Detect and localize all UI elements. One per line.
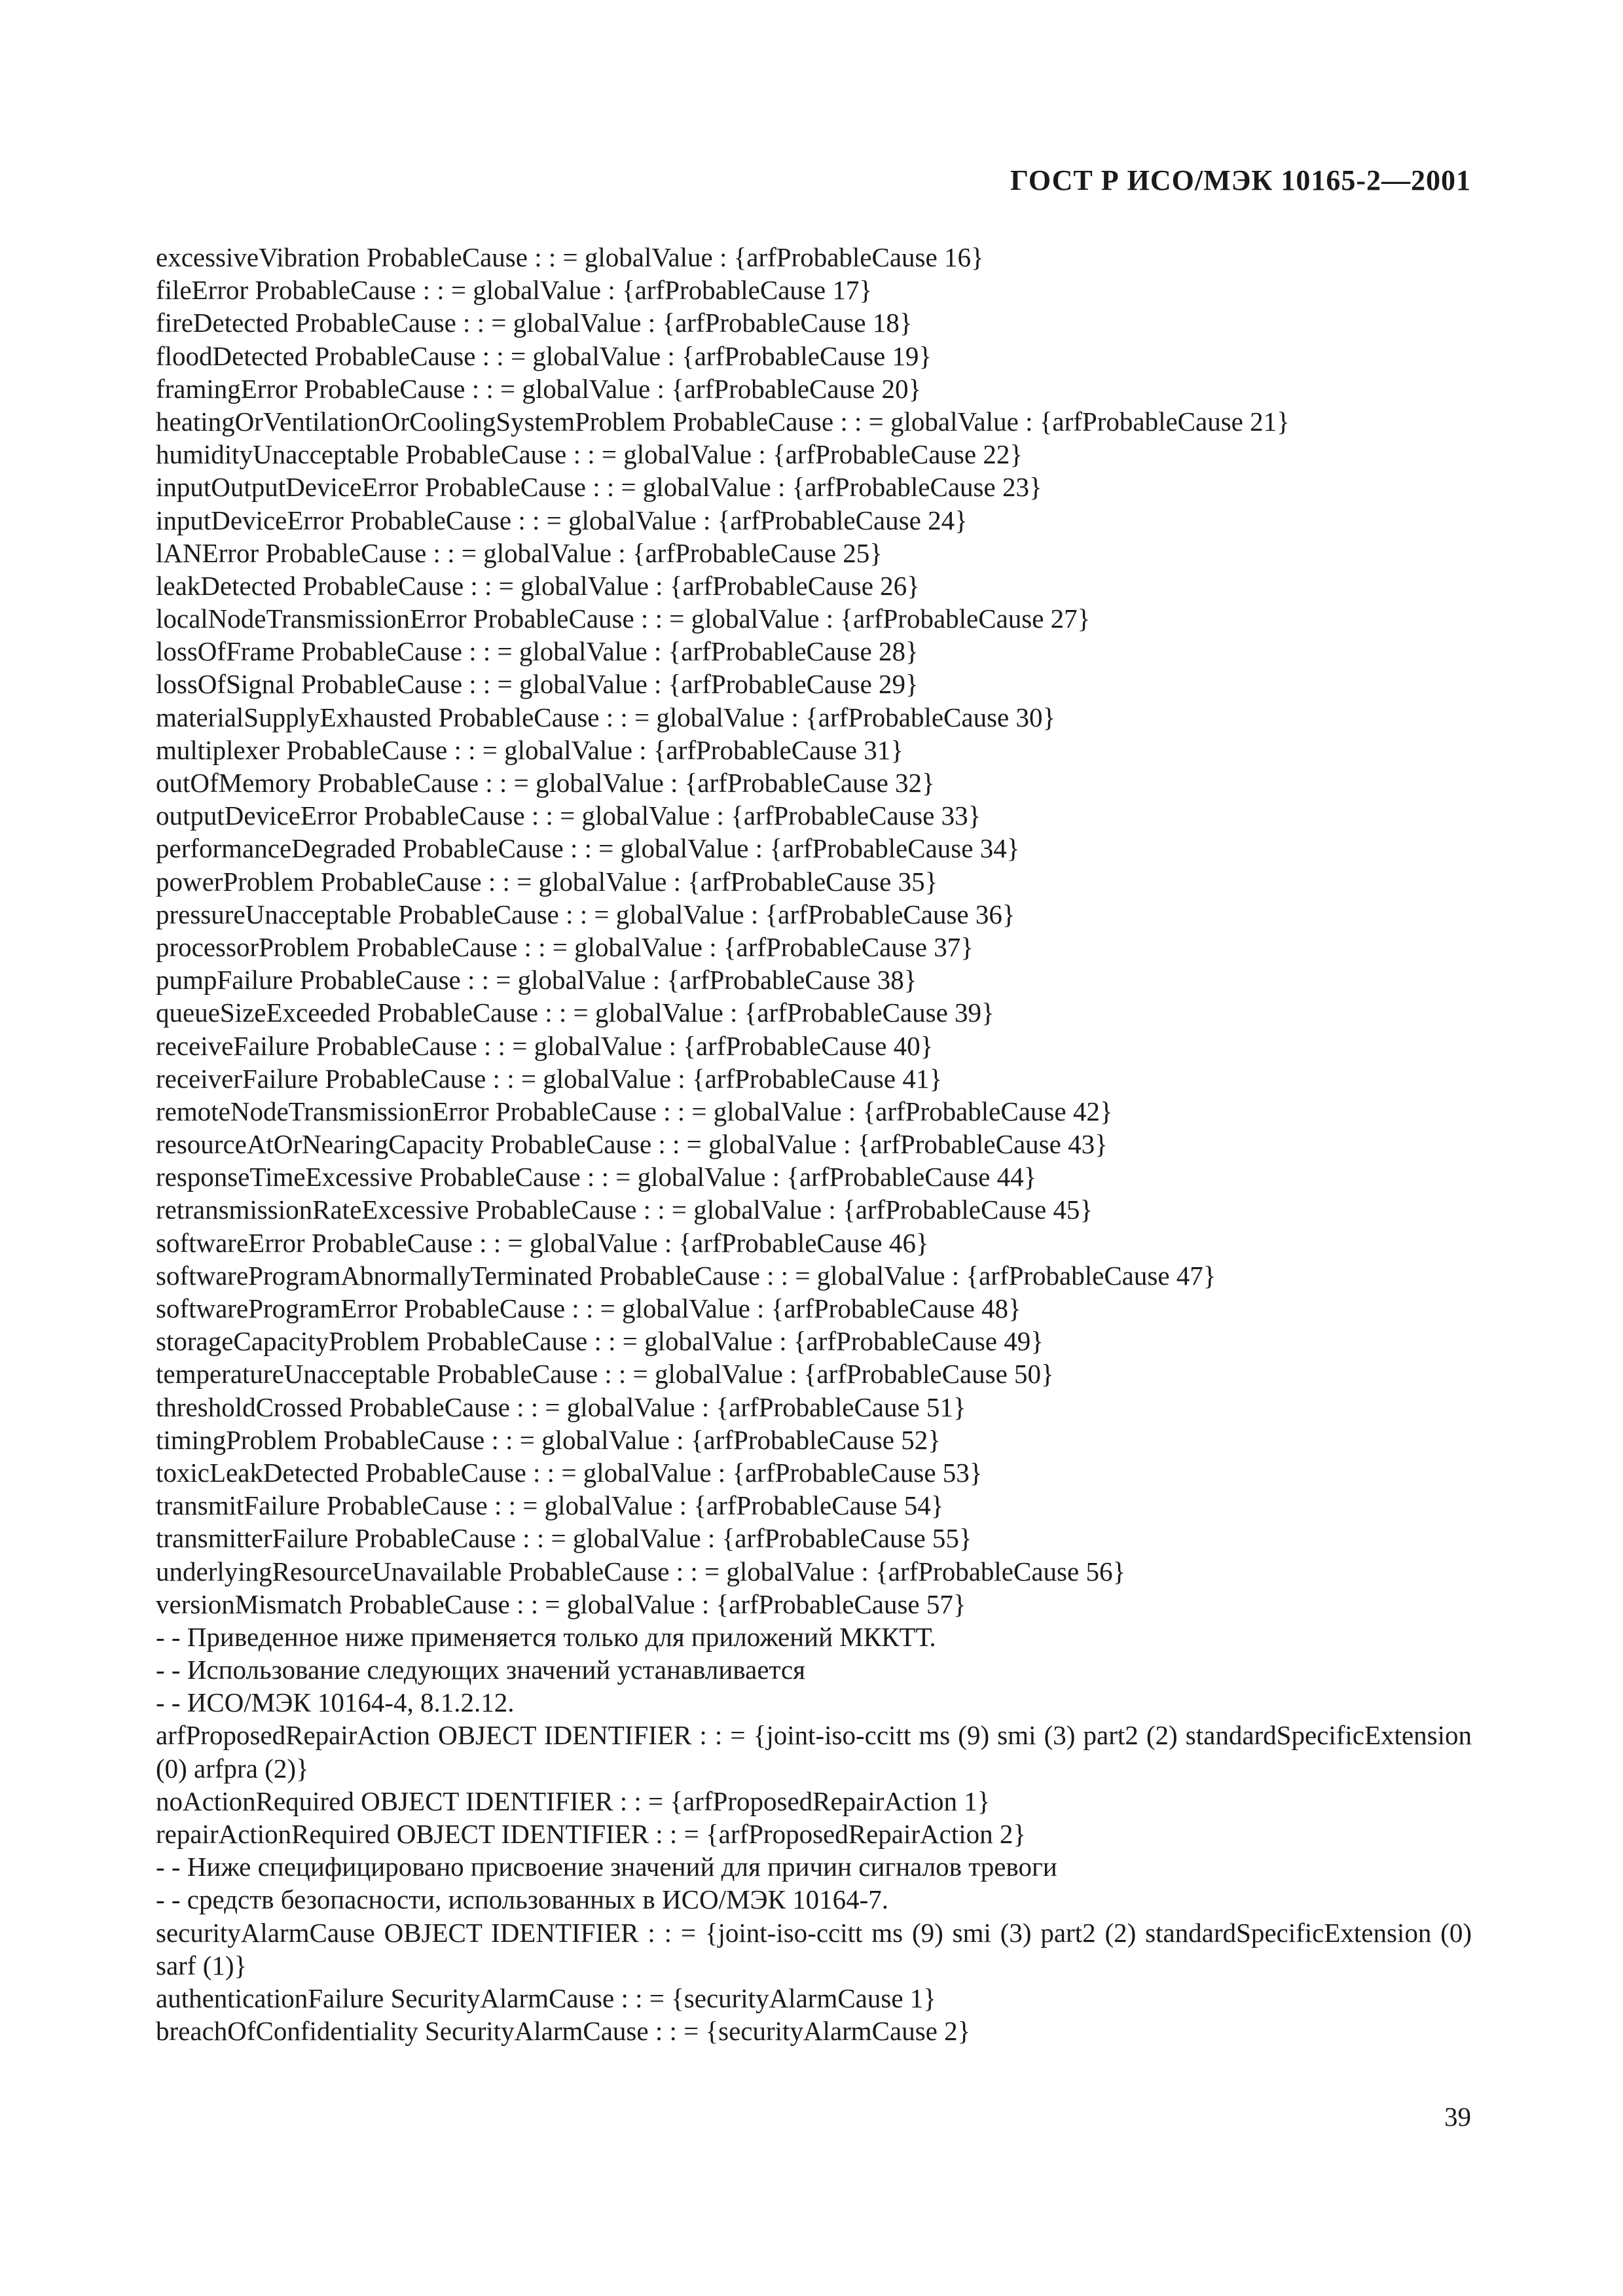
text-line: softwareProgramAbnormallyTerminated ProbableCause : : = globalValue : {arfProbableCause 47} (156, 1260, 1216, 1291)
text-line: - - Использование следующих значений устанавливается (156, 1655, 805, 1685)
text-line: excessiveVibration ProbableCause : : = globalValue : {arfProbableCause 16} (156, 242, 984, 272)
page-number: 39 (1444, 2102, 1471, 2132)
text-line: retransmissionRateExcessive ProbableCause : : = globalValue : {arfProbableCause 45} (156, 1194, 1093, 1225)
text-line: inputDeviceError ProbableCause : : = globalValue : {arfProbableCause 24} (156, 505, 968, 535)
text-line: securityAlarmCause OBJECT IDENTIFIER : : = {joint-iso-ccitt ms (9) smi (3) part2 (2) standardSpecificExtension (0) sarf (1)} (156, 1917, 1472, 1981)
text-line: lossOfSignal ProbableCause : : = globalValue : {arfProbableCause 29} (156, 669, 919, 700)
text-line: storageCapacityProblem ProbableCause : : = globalValue : {arfProbableCause 49} (156, 1326, 1044, 1357)
text-line: powerProblem ProbableCause : : = globalValue : {arfProbableCause 35} (156, 866, 938, 897)
text-line: lANError ProbableCause : : = globalValue : {arfProbableCause 25} (156, 537, 883, 568)
text-line: receiverFailure ProbableCause : : = globalValue : {arfProbableCause 41} (156, 1063, 942, 1094)
document-body (156, 241, 1472, 2047)
text-line: timingProblem ProbableCause : : = globalValue : {arfProbableCause 52} (156, 1424, 941, 1455)
text-line: inputOutputDeviceError ProbableCause : : = globalValue : {arfProbableCause 23} (156, 472, 1042, 503)
text-line: responseTimeExcessive ProbableCause : : = globalValue : {arfProbableCause 44} (156, 1162, 1037, 1193)
text-line: toxicLeakDetected ProbableCause : : = globalValue : {arfProbableCause 53} (156, 1457, 983, 1488)
text-line: versionMismatch ProbableCause : : = globalValue : {arfProbableCause 57} (156, 1588, 966, 1619)
text-line: processorProblem ProbableCause : : = globalValue : {arfProbableCause 37} (156, 931, 974, 962)
text-line: fireDetected ProbableCause : : = globalValue : {arfProbableCause 18} (156, 308, 913, 338)
text-line: - - Ниже специфицировано присвоение значений для причин сигналов тревоги (156, 1852, 1057, 1882)
text-line: floodDetected ProbableCause : : = globalValue : {arfProbableCause 19} (156, 340, 932, 371)
text-line: fileError ProbableCause : : = globalValue : {arfProbableCause 17} (156, 275, 873, 306)
text-line: temperatureUnacceptable ProbableCause : : = globalValue : {arfProbableCause 50} (156, 1359, 1054, 1390)
text-line: - - средств безопасности, использованных в ИСО/МЭК 10164-7. (156, 1884, 889, 1915)
text-line: underlyingResourceUnavailable ProbableCause : : = globalValue : {arfProbableCause 56} (156, 1556, 1126, 1587)
text-line: outputDeviceError ProbableCause : : = globalValue : {arfProbableCause 33} (156, 800, 981, 831)
text-line: performanceDegraded ProbableCause : : = globalValue : {arfProbableCause 34} (156, 833, 1020, 864)
text-line: remoteNodeTransmissionError ProbableCause : : = globalValue : {arfProbableCause 42} (156, 1096, 1113, 1126)
text-line: arfProposedRepairAction OBJECT IDENTIFIER : : = {joint-iso-ccitt ms (9) smi (3) part2 (2) standardSpecificExtension (0) arfpra (2)} (156, 1720, 1472, 1784)
text-line: leakDetected ProbableCause : : = globalValue : {arfProbableCause 26} (156, 570, 920, 601)
text-line: receiveFailure ProbableCause : : = globalValue : {arfProbableCause 40} (156, 1030, 934, 1061)
text-line: queueSizeExceeded ProbableCause : : = globalValue : {arfProbableCause 39} (156, 997, 994, 1028)
text-line: thresholdCrossed ProbableCause : : = globalValue : {arfProbableCause 51} (156, 1391, 966, 1422)
text-line: heatingOrVentilationOrCoolingSystemProblem ProbableCause : : = globalValue : {arfProbableCause 21} (156, 406, 1290, 437)
text-line: softwareError ProbableCause : : = globalValue : {arfProbableCause 46} (156, 1227, 929, 1258)
text-line: softwareProgramError ProbableCause : : = globalValue : {arfProbableCause 48} (156, 1293, 1021, 1323)
text-line: framingError ProbableCause : : = globalValue : {arfProbableCause 20} (156, 373, 922, 404)
text-line: noActionRequired OBJECT IDENTIFIER : : = {arfProposedRepairAction 1} (156, 1785, 991, 1816)
text-line: pressureUnacceptable ProbableCause : : = globalValue : {arfProbableCause 36} (156, 899, 1015, 929)
text-line: transmitFailure ProbableCause : : = globalValue : {arfProbableCause 54} (156, 1490, 944, 1521)
text-line: resourceAtOrNearingCapacity ProbableCause : : = globalValue : {arfProbableCause 43} (156, 1129, 1108, 1160)
page-header-standard-number: ГОСТ Р ИСО/МЭК 10165-2—2001 (1010, 164, 1471, 196)
text-line: lossOfFrame ProbableCause : : = globalValue : {arfProbableCause 28} (156, 636, 919, 667)
text-line: localNodeTransmissionError ProbableCause : : = globalValue : {arfProbableCause 27} (156, 603, 1091, 634)
text-line: materialSupplyExhausted ProbableCause : : = globalValue : {arfProbableCause 30} (156, 702, 1056, 732)
text-line: transmitterFailure ProbableCause : : = globalValue : {arfProbableCause 55} (156, 1523, 972, 1554)
text-line: - - Приведенное ниже применяется только для приложений МККТТ. (156, 1621, 936, 1652)
text-line: breachOfConfidentiality SecurityAlarmCause : : = {securityAlarmCause 2} (156, 2016, 971, 2047)
text-line: outOfMemory ProbableCause : : = globalValue : {arfProbableCause 32} (156, 768, 935, 798)
text-line: authenticationFailure SecurityAlarmCause : : = {securityAlarmCause 1} (156, 1983, 936, 2013)
text-line: humidityUnacceptable ProbableCause : : = globalValue : {arfProbableCause 22} (156, 439, 1023, 470)
text-line: repairActionRequired OBJECT IDENTIFIER : : = {arfProposedRepairAction 2} (156, 1819, 1027, 1850)
text-line: multiplexer ProbableCause : : = globalValue : {arfProbableCause 31} (156, 734, 903, 765)
text-line: - - ИСО/МЭК 10164-4, 8.1.2.12. (156, 1687, 515, 1718)
text-line: pumpFailure ProbableCause : : = globalValue : {arfProbableCause 38} (156, 965, 917, 996)
